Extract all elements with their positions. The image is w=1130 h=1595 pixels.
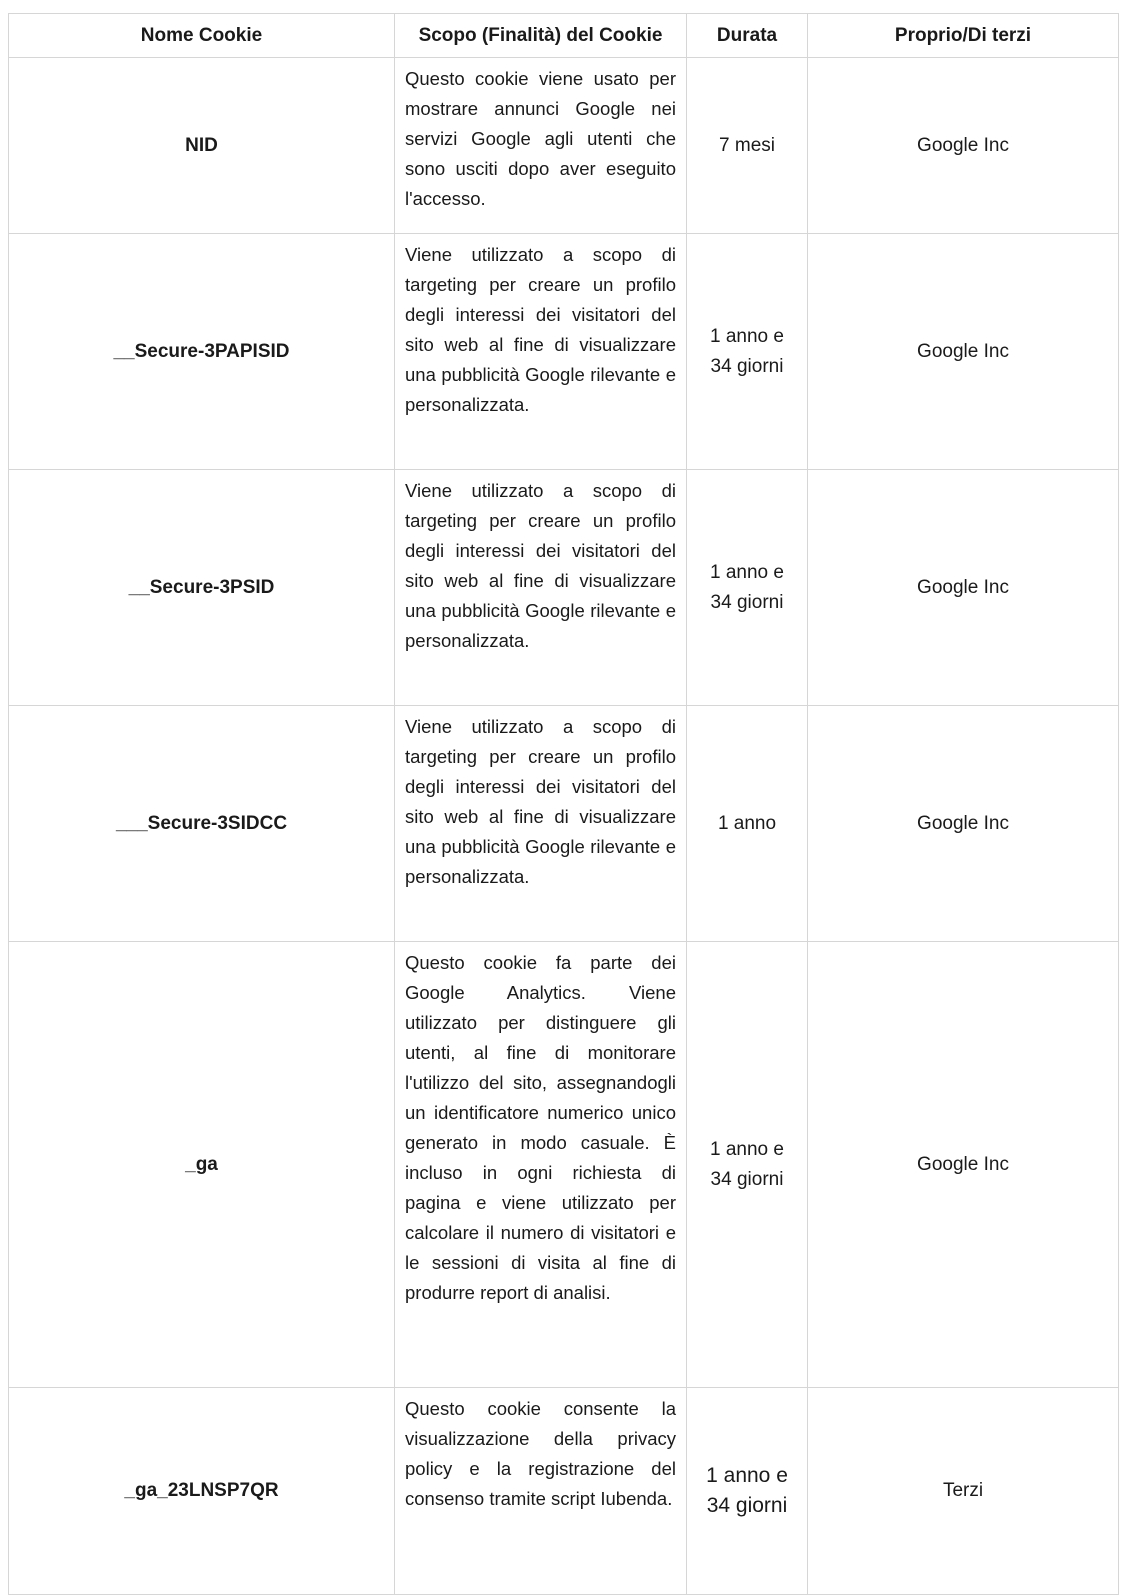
- cookie-purpose-text: Questo cookie viene usato per mostrare annunci Google nei servizi Google agli utenti che sono usciti dopo aver eseguito l'accesso.: [405, 68, 676, 209]
- cookie-duration: [687, 706, 808, 942]
- cookie-name: __Secure-3PAPISID: [9, 234, 395, 470]
- cookie-name: ___Secure-3SIDCC: [9, 706, 395, 942]
- table-row: [9, 1388, 1119, 1595]
- table-row: [9, 942, 1119, 1388]
- cookie-duration-text: 7 mesi: [719, 134, 775, 156]
- table-row: [9, 58, 1119, 234]
- cookie-table: [8, 13, 1119, 1595]
- header-cookie-name: Nome Cookie: [9, 14, 395, 58]
- cookie-table-container: [8, 13, 1119, 1595]
- cookie-owner: Google Inc: [808, 706, 1119, 942]
- cookie-duration-text: 1 anno e 34 giorni: [706, 1464, 788, 1517]
- cookie-duration-text: 1 anno e 34 giorni: [710, 325, 784, 377]
- cookie-owner: Google Inc: [808, 234, 1119, 470]
- cookie-name: __Secure-3PSID: [9, 470, 395, 706]
- cookie-owner: Google Inc: [808, 58, 1119, 234]
- cookie-duration-text: 1 anno e 34 giorni: [710, 561, 784, 613]
- cookie-duration-text: 1 anno: [717, 812, 777, 834]
- cookie-purpose: [395, 58, 687, 234]
- cookie-purpose: Viene utilizzato a scopo di targeting per creare un profilo degli interessi dei visitatori del sito web al fine di visualizzare una pubblicità Google rilevante e personalizzata.: [395, 234, 687, 470]
- header-cookie-duration: Durata: [687, 14, 808, 58]
- cookie-duration: [687, 470, 808, 706]
- table-row: [9, 470, 1119, 706]
- cookie-owner: Google Inc: [808, 942, 1119, 1388]
- cookie-name: _ga: [9, 942, 395, 1388]
- header-cookie-owner: Proprio/Di terzi: [808, 14, 1119, 58]
- table-row: [9, 706, 1119, 942]
- cookie-owner: Terzi: [808, 1388, 1119, 1595]
- cookie-name: NID: [9, 58, 395, 234]
- cookie-duration: [687, 234, 808, 470]
- cookie-duration-text: 1 anno e 34 giorni: [710, 1138, 784, 1190]
- table-row: [9, 234, 1119, 470]
- cookie-duration: [687, 942, 808, 1388]
- header-cookie-purpose: Scopo (Finalità) del Cookie: [395, 14, 687, 58]
- cookie-duration: [687, 1388, 808, 1595]
- cookie-duration: [687, 58, 808, 234]
- cookie-purpose: Questo cookie consente la visualizzazione della privacy policy e la registrazione del consenso tramite script Iubenda.: [395, 1388, 687, 1595]
- cookie-purpose: Questo cookie fa parte dei Google Analytics. Viene utilizzato per distinguere gli utenti, al fine di monitorare l'utilizzo del sito, assegnandogli un identificatore numerico unico generato in modo casuale. È incluso in ogni richiesta di pagina e viene utilizzato per calcolare il numero di visitatori e le sessioni di visita al fine di produrre report di analisi.: [395, 942, 687, 1388]
- table-header-row: [9, 14, 1119, 58]
- cookie-purpose: Viene utilizzato a scopo di targeting per creare un profilo degli interessi dei visitatori del sito web al fine di visualizzare una pubblicità Google rilevante e personalizzata.: [395, 470, 687, 706]
- cookie-owner: Google Inc: [808, 470, 1119, 706]
- cookie-name: _ga_23LNSP7QR: [9, 1388, 395, 1595]
- cookie-purpose: Viene utilizzato a scopo di targeting per creare un profilo degli interessi dei visitatori del sito web al fine di visualizzare una pubblicità Google rilevante e personalizzata.: [395, 706, 687, 942]
